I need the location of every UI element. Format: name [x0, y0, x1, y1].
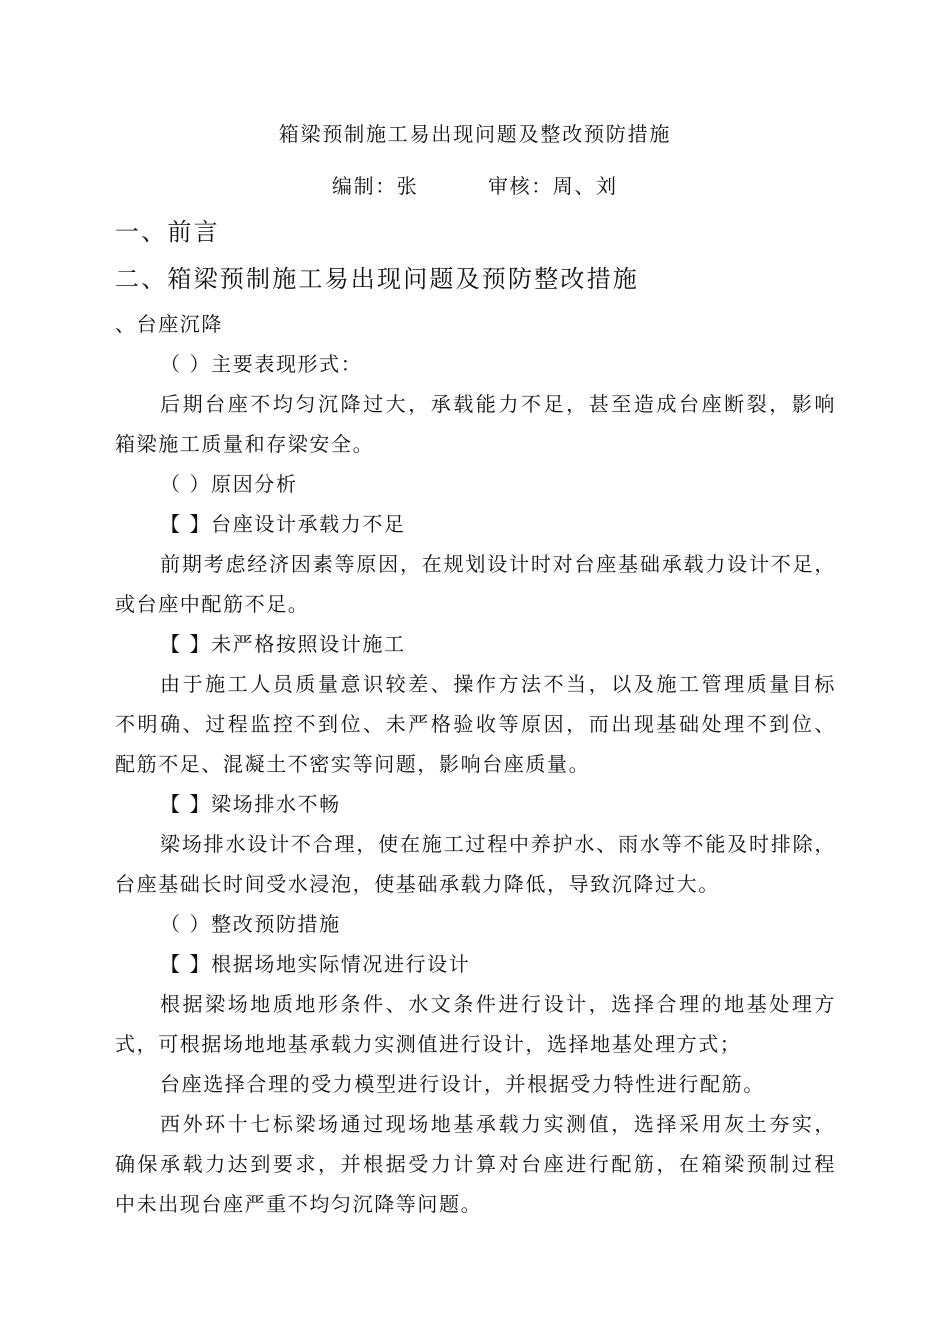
paragraph-line: 由于施工人员质量意识较差、操作方法不当，以及施工管理质量目标: [160, 672, 836, 696]
paragraph-line: 【 】台座设计承载力不足: [160, 512, 406, 536]
paragraph-line: 中未出现台座严重不均匀沉降等问题。: [115, 1192, 483, 1216]
paragraph-line: 【 】未严格按照设计施工: [160, 632, 406, 656]
paragraph-line: （ ）主要表现形式：: [160, 352, 363, 376]
editor-credit: 编制：张: [332, 174, 419, 198]
reviewer-credit: 审核：周、刘: [488, 174, 618, 198]
paragraph-line: （ ）原因分析: [160, 472, 298, 496]
paragraph-line: 前期考虑经济因素等原因，在规划设计时对台座基础承载力设计不足，: [160, 552, 836, 576]
section-heading-problems: 二、箱梁预制施工易出现问题及预防整改措施: [115, 265, 639, 293]
paragraph-line: 台座选择合理的受力模型进行设计，并根据受力特性进行配筋。: [160, 1072, 765, 1096]
paragraph-line: 西外环十七标梁场通过现场地基承载力实测值，选择采用灰土夯实，: [160, 1112, 836, 1136]
paragraph-line: 后期台座不均匀沉降过大，承载能力不足，甚至造成台座断裂，影响: [160, 392, 836, 416]
section-heading-preface: 一、前言: [115, 218, 220, 246]
paragraph-line: 或台座中配筋不足。: [115, 592, 310, 616]
paragraph-line: 根据梁场地质地形条件、水文条件进行设计，选择合理的地基处理方: [160, 992, 836, 1016]
paragraph-line: 箱梁施工质量和存梁安全。: [115, 432, 375, 456]
paragraph-line: 【 】梁场排水不畅: [160, 792, 341, 816]
paragraph-line: 配筋不足、混凝土不密实等问题，影响台座质量。: [115, 752, 591, 776]
paragraph-line: 梁场排水设计不合理，使在施工过程中养护水、雨水等不能及时排除，: [160, 832, 836, 856]
paragraph-line: 不明确、过程监控不到位、未严格验收等原因，而出现基础处理不到位、: [115, 712, 836, 736]
paragraph-line: 式，可根据场地地基承载力实测值进行设计，选择地基处理方式；: [115, 1032, 742, 1056]
paragraph-line: 台座基础长时间受水浸泡，使基础承载力降低，导致沉降过大。: [115, 872, 720, 896]
paragraph-line: （ ）整改预防措施: [160, 912, 341, 936]
subsection-heading: 、台座沉降: [115, 312, 223, 336]
document-title: 箱梁预制施工易出现问题及整改预防措施: [278, 122, 672, 146]
paragraph-line: 【 】根据场地实际情况进行设计: [160, 952, 471, 976]
paragraph-line: 确保承载力达到要求，并根据受力计算对台座进行配筋，在箱梁预制过程: [115, 1152, 836, 1176]
